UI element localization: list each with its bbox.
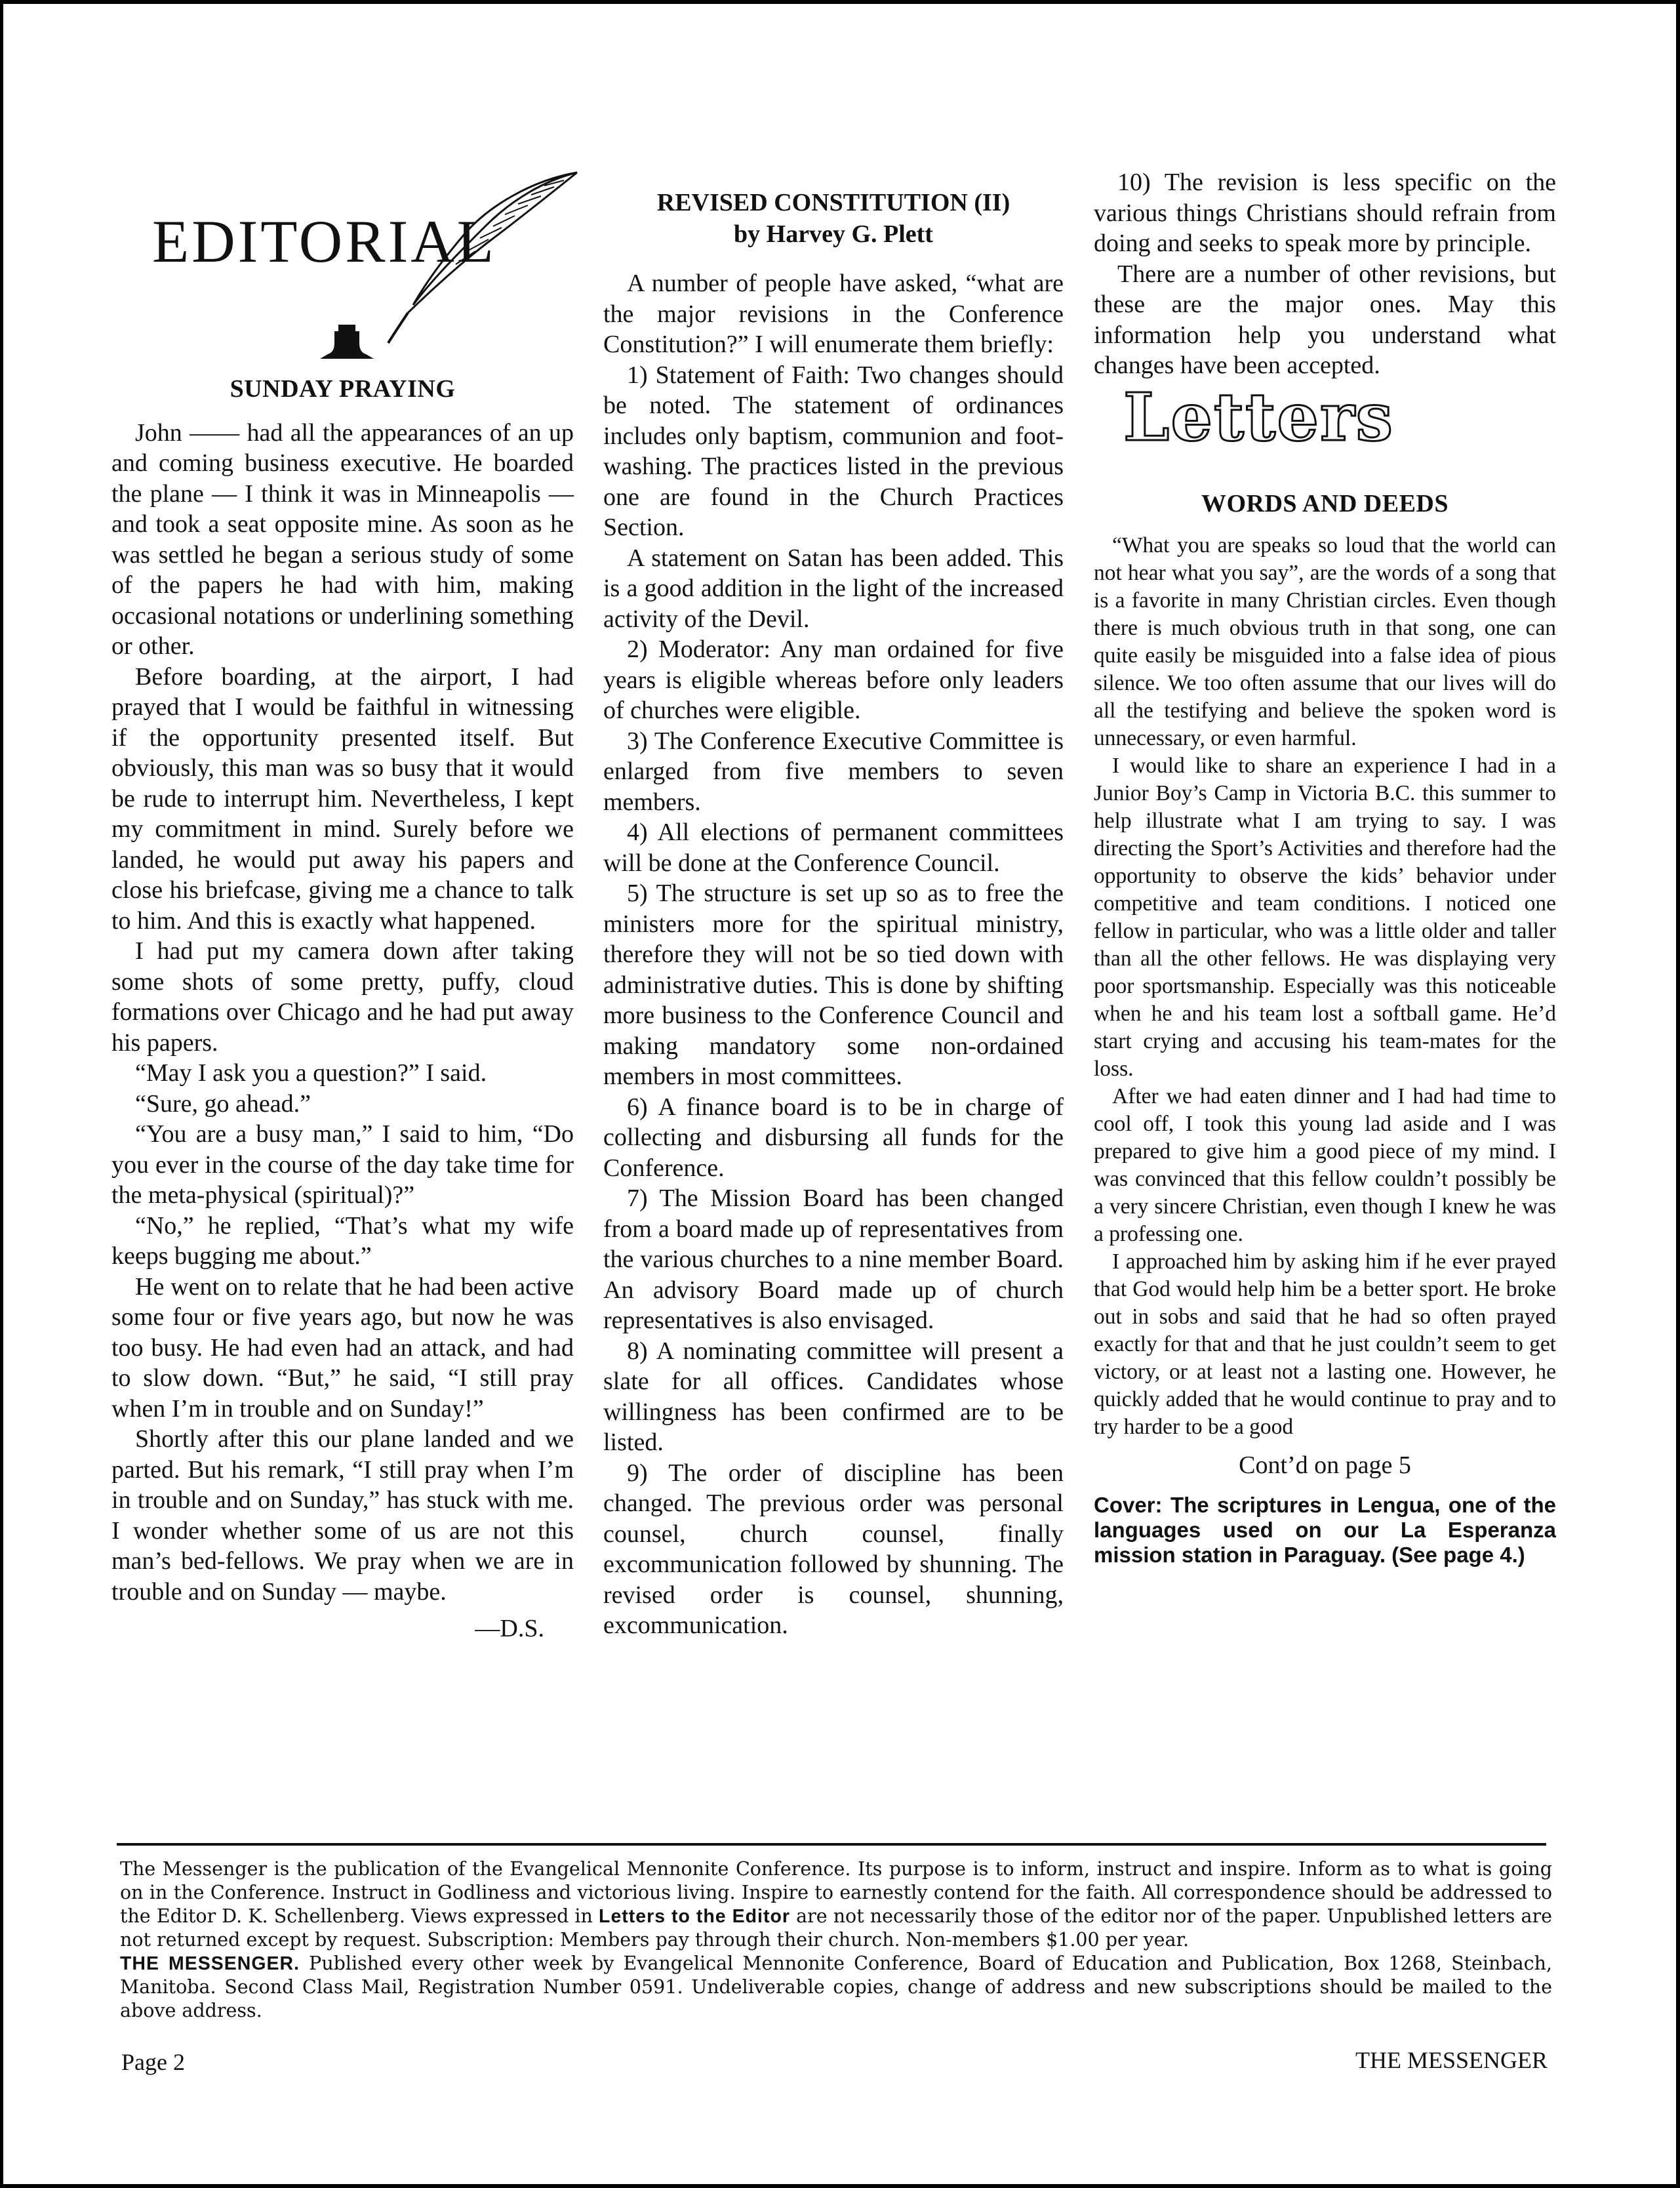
masthead-text: The Messenger is the publication of the Evangelical Mennonite Conference. Its purpose is to inform, instruct and inspire. Inform as to what is going on in the Conference. Instruct in Godliness and victorious living. Inspire to earnestly contend for the faith. All correspondence should be addressed to the Editor D. K. Schellenberg. Views expressed in <box>120 1858 1552 1927</box>
editorial-column <box>111 167 574 1644</box>
constitution-paragraph: 3) The Conference Executive Committee is enlarged from five members to seven members. <box>603 727 1064 816</box>
letters-masthead <box>1094 378 1556 489</box>
editorial-subtitle: SUNDAY PRAYING <box>230 375 456 403</box>
editorial-masthead <box>111 167 574 374</box>
constitution-title: REVISED CONSTITUTION (II) <box>656 189 1010 216</box>
masthead-statement <box>120 1857 1552 1952</box>
publication-name: THE MESSENGER <box>1355 2047 1548 2073</box>
letters-paragraph: I would like to share an experience I had in a Junior Boy’s Camp in Victoria B.C. this summer to help illustrate what I am trying to say. I was directing the Sport’s Activities and therefore had the opportunity to observe the kids’ behavior under competitive and team conditions. I noticed one fellow in particular, who was a little older and taller than all the other fellows. He was displaying very poor sportsmanship. Especially was this noticeable when he and his team lost a softball game. He’d start crying and accusing his team-mates for the loss. <box>1094 754 1556 1081</box>
editorial-paragraph: He went on to relate that he had been active some four or five years ago, but now he was too busy. He had even had an attack, and had to slow down. “But,” he said, “I still pray when I’m in trouble and on Sunday!” <box>111 1272 574 1423</box>
letters-paragraph: I approached him by asking him if he ever prayed that God would help him be a better sport. He broke out in sobs and said that he had so often prayed exactly for that and that he just couldn’t seem to get victory, or at least not a lasting one. However, he quickly added that he would continue to pray and to try harder to be a good <box>1094 1249 1556 1439</box>
constitution-paragraph: A number of people have asked, “what are the major revisions in the Conference Constitution?” I will enumerate them briefly: <box>603 270 1064 358</box>
editorial-paragraph: “Sure, go ahead.” <box>135 1089 311 1118</box>
page-number: Page 2 <box>121 2049 185 2075</box>
footer-divider <box>117 1843 1546 1846</box>
editorial-paragraph: John —— had all the appearances of an up and coming business executive. He boarded the plane — I think it was in Minneapolis — and took a seat opposite mine. As soon as he was settled he began a serious study of some of the papers he had with him, making occasional notations or underlining something or other. <box>111 418 574 660</box>
publication-info <box>120 1857 1552 2023</box>
cover-caption: Cover: The scriptures in Lengua, one of the languages used on our La Esperanza mission station in Paraguay. (See page 4.) <box>1094 1492 1556 1567</box>
scan-border-top <box>0 0 1680 4</box>
constitution-column <box>603 187 1064 1641</box>
constitution-paragraph: 7) The Mission Board has been changed from a board made up of representatives from the various churches to a nine member Board. An advisory Board made up of church representatives is also envisaged. <box>603 1185 1064 1334</box>
constitution-paragraph: 1) Statement of Faith: Two changes should be noted. The statement of ordinances includes only baptism, communion and foot-washing. The practices listed in the previous one are found in the Church Practices Section. <box>603 361 1064 541</box>
masthead-text-2: are not necessarily those of the editor nor of the paper. Unpublished letters are not returned except by request. Subscription: Members pay through their church. Non-members $1.00 per year. <box>120 1905 1553 1951</box>
letters-subtitle: WORDS AND DEEDS <box>1201 489 1449 517</box>
letters-to-editor-label: Letters to the Editor <box>599 1906 790 1927</box>
letters-column <box>1094 167 1556 1568</box>
continued-note: Cont’d on page 5 <box>1239 1451 1411 1479</box>
constitution-paragraph: 2) Moderator: Any man ordained for five years is eligible whereas before only leaders of churches were eligible. <box>603 636 1064 724</box>
letters-heading: Letters <box>1123 378 1394 456</box>
constitution-paragraph: 6) A finance board is to be in charge of collecting and disbursing all funds for the Conference. <box>603 1093 1064 1182</box>
constitution-paragraph: There are a number of other revisions, but these are the major ones. May this information help you understand what changes have been accepted. <box>1094 260 1556 379</box>
editorial-paragraph: I had put my camera down after taking some shots of some pretty, puffy, cloud formations over Chicago and he had put away his papers. <box>111 937 574 1057</box>
constitution-paragraph: 5) The structure is set up so as to free the ministers more for the spiritual ministry, therefore they will not be so tied down with administrative duties. This is done by shifting more business to the Conference Council and making mandatory some non-ordained members in most committees. <box>603 880 1064 1090</box>
constitution-title-block <box>603 187 1064 250</box>
constitution-paragraph: 4) All elections of permanent committees will be done at the Conference Council. <box>603 819 1064 877</box>
editorial-paragraph: Before boarding, at the airport, I had prayed that I would be faithful in witnessing if the opportunity presented itself. But obviously, this man was so busy that it would be rude to interrupt him. Nevertheless, I kept my commitment in mind. Surely before we landed, he would put away his papers and close his briefcase, giving me a chance to talk to him. And this is exactly what happened. <box>111 662 574 935</box>
constitution-paragraph: 8) A nominating committee will present a slate for all offices. Candidates whose willingness has been confirmed are to be listed. <box>603 1337 1064 1456</box>
scan-border-bottom <box>0 2184 1680 2188</box>
constitution-paragraph: 9) The order of discipline has been changed. The previous order was personal counsel, church counsel, finally excommunication followed by shunning. The revised order is counsel, shunning, excommunication. <box>603 1459 1064 1639</box>
constitution-paragraph: 10) The revision is less specific on the various things Christians should refrain from doing and seeks to speak more by principle. <box>1094 169 1556 257</box>
publisher-statement <box>120 1952 1552 2023</box>
editorial-paragraph: “No,” he replied, “That’s what my wife keeps bugging me about.” <box>111 1211 574 1270</box>
editorial-signature: —D.S. <box>475 1615 544 1642</box>
constitution-paragraph: A statement on Satan has been added. This is a good addition in the light of the increased activity of the Devil. <box>603 544 1064 633</box>
letters-body <box>1094 532 1556 1441</box>
letters-paragraph: After we had eaten dinner and I had had time to cool off, I took this young lad aside and I was prepared to give him a good piece of my mind. I was convinced that this fellow couldn’t possibly be a very sincere Christian, even though I knew he was a professing one. <box>1094 1084 1556 1246</box>
scan-border-left <box>0 0 3 2188</box>
letters-paragraph: “What you are speaks so loud that the world can not hear what you say”, are the words of a song that is a favorite in many Christian circles. Even though there is much obvious truth in that song, one can quite easily be misguided into a false idea of pious silence. We too often assume that our lives will do all the testifying and believe the spoken word is unnecessary, or even harmful. <box>1094 533 1556 750</box>
editorial-paragraph: Shortly after this our plane landed and we parted. But his remark, “I still pray when I’m in trouble and on Sunday,” has stuck with me. I wonder whether some of us are not this man’s bed-fellows. We pray when we are in trouble and on Sunday — maybe. <box>111 1425 574 1606</box>
constitution-byline: by Harvey G. Plett <box>734 220 933 248</box>
scan-border-right <box>1676 0 1680 2188</box>
editorial-heading: EDITORIAL <box>152 208 496 275</box>
publisher-label: THE MESSENGER. <box>120 1953 300 1974</box>
editorial-paragraph: “You are a busy man,” I said to him, “Do you ever in the course of the day take time for the meta-physical (spiritual)?” <box>111 1120 574 1209</box>
editorial-paragraph: “May I ask you a question?” I said. <box>135 1059 487 1087</box>
publisher-text: Published every other week by Evangelical Mennonite Conference, Board of Education and Publication, Box 1268, Steinbach, Manitoba. Second Class Mail, Registration Number 0591. Undeliverable copies, change of address and new subscriptions should be mailed to the above address. <box>120 1953 1553 2021</box>
